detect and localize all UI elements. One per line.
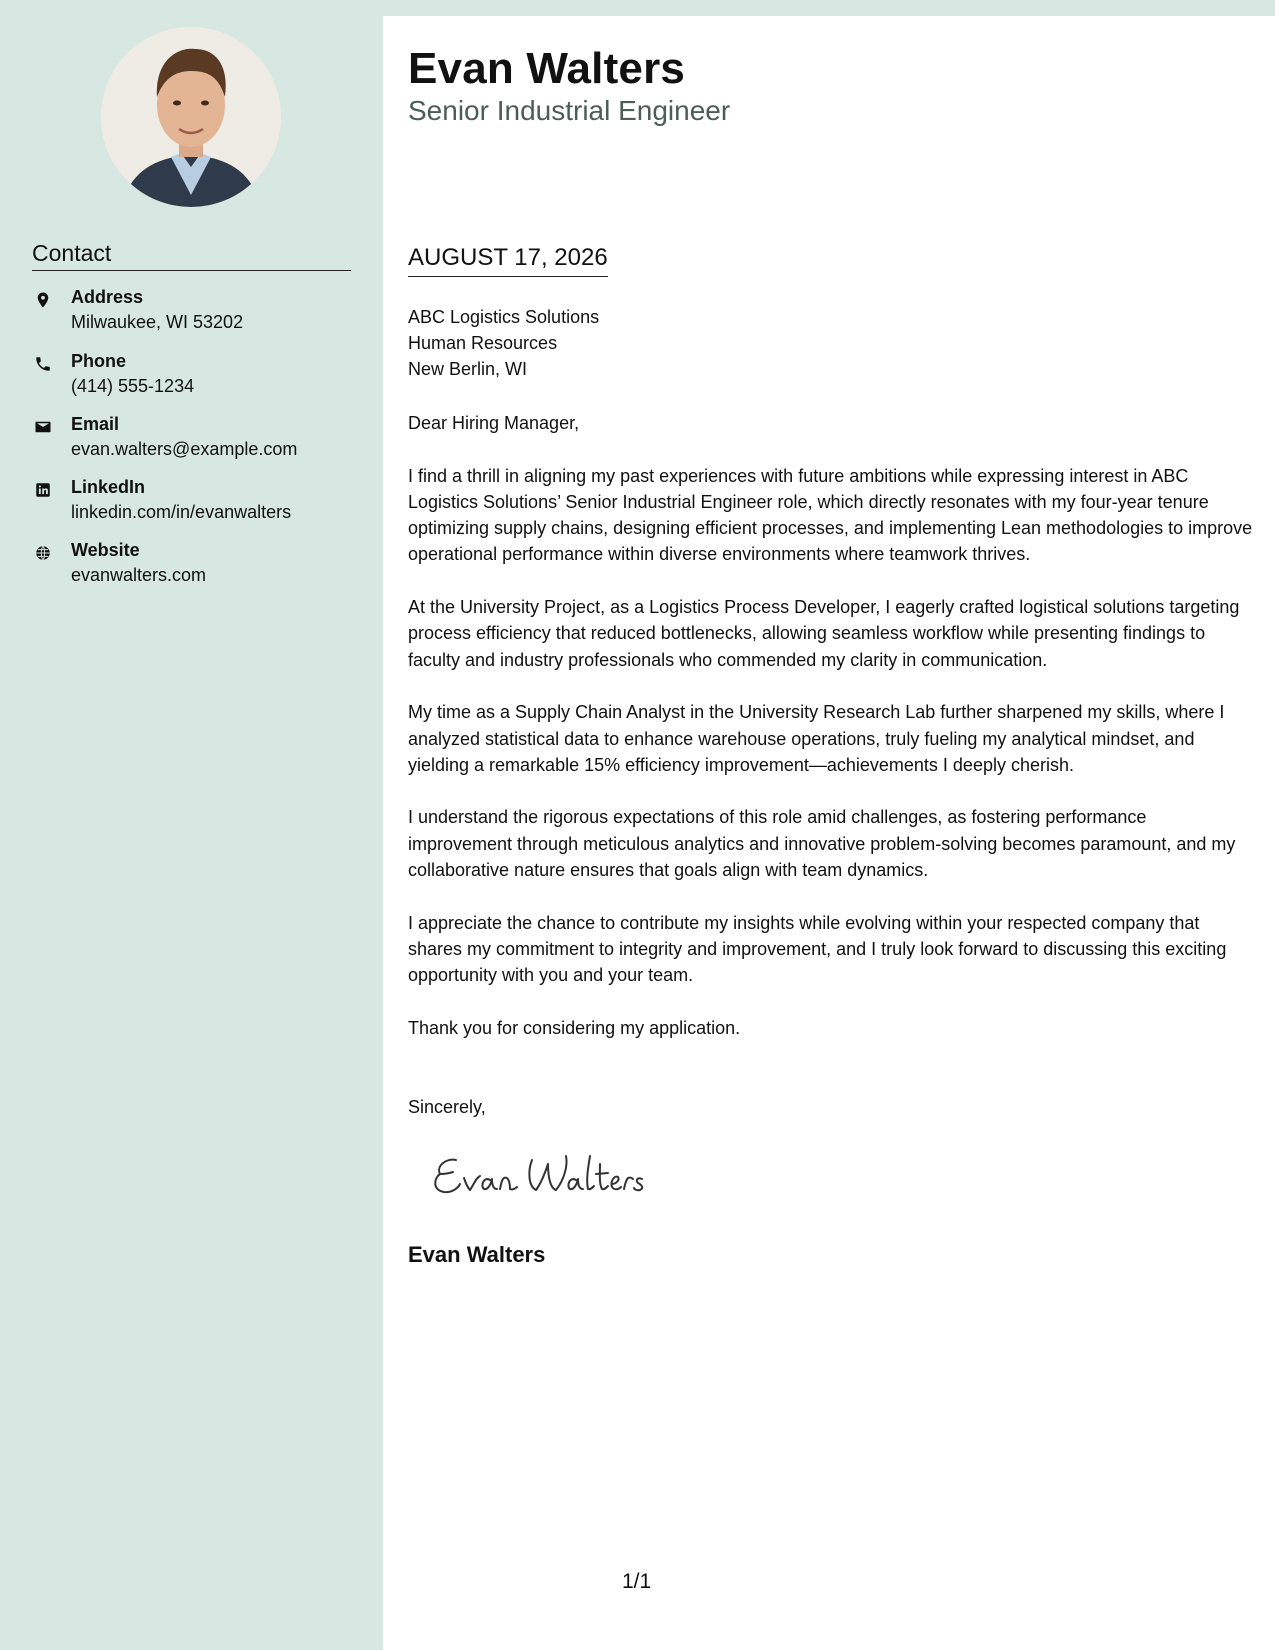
- contact-heading: Contact: [32, 240, 351, 271]
- letter-date: AUGUST 17, 2026: [408, 244, 608, 277]
- contact-value: (414) 555-1234: [71, 376, 195, 396]
- page-number: 1/1: [622, 1570, 652, 1593]
- paragraph: My time as a Supply Chain Analyst in the University Research Lab further sharpened my skills, where I analyzed statistical data to enhance warehouse operations, truly fueling my analytical mindset, and yielding a remarkable 15% efficiency improvement—achievements I deeply cherish.: [408, 702, 1225, 775]
- map-pin-icon: [32, 290, 54, 312]
- signature-image: [428, 1146, 658, 1211]
- recipient-line: ABC Logistics Solutions: [408, 307, 600, 327]
- letter-body: [408, 410, 1254, 1067]
- contact-label: Phone: [71, 351, 127, 371]
- envelope-icon: [32, 417, 54, 439]
- contact-label: Email: [71, 414, 120, 434]
- salutation: Dear Hiring Manager,: [408, 413, 580, 433]
- contact-value[interactable]: evanwalters.com: [71, 565, 207, 585]
- applicant-name: Evan Walters: [408, 44, 686, 93]
- linkedin-icon: [32, 480, 54, 502]
- paragraph: At the University Project, as a Logistics Process Developer, I eagerly crafted logistical solutions targeting process efficiency that reduced bottlenecks, allowing seamless workflow while presenting findings to faculty and industry professionals who commended my clarity in communication.: [408, 597, 1240, 670]
- paragraph: Thank you for considering my application.: [408, 1017, 741, 1038]
- contact-label: LinkedIn: [71, 477, 146, 497]
- globe-icon: [32, 543, 54, 565]
- phone-icon: [32, 354, 54, 376]
- signer-name: Evan Walters: [408, 1242, 546, 1267]
- closing: Sincerely,: [408, 1097, 486, 1117]
- applicant-title: Senior Industrial Engineer: [408, 95, 731, 126]
- contact-label: Address: [71, 287, 144, 307]
- contact-label: Website: [71, 540, 140, 560]
- paragraph: I find a thrill in aligning my past experiences with future ambitions while expressing interest in ABC Logistics Solutions’ Senior Industrial Engineer role, which directly resonates with my four-year tenure optimizing supply chains, designing efficient processes, and implementing Lean methodologies to improve operational performance within diverse environments where teamwork thrives.: [408, 465, 1253, 565]
- avatar: [101, 27, 281, 207]
- paragraph: I understand the rigorous expectations of this role amid challenges, as fostering performance improvement through meticulous analytics and innovative problem-solving becomes paramount, and my collaborative nature ensures that goals align with team dynamics.: [408, 807, 1236, 881]
- contact-value[interactable]: evan.walters@example.com: [71, 439, 298, 459]
- contact-value: Milwaukee, WI 53202: [71, 312, 244, 332]
- recipient-line: Human Resources: [408, 333, 558, 353]
- recipient-block: [408, 304, 599, 382]
- contact-value[interactable]: linkedin.com/in/evanwalters: [71, 502, 292, 522]
- recipient-line: New Berlin, WI: [408, 359, 528, 379]
- paragraph: I appreciate the chance to contribute my insights while evolving within your respected company that shares my commitment to integrity and improvement, and I truly look forward to discussing this exciting opportunity with you and your team.: [408, 912, 1227, 986]
